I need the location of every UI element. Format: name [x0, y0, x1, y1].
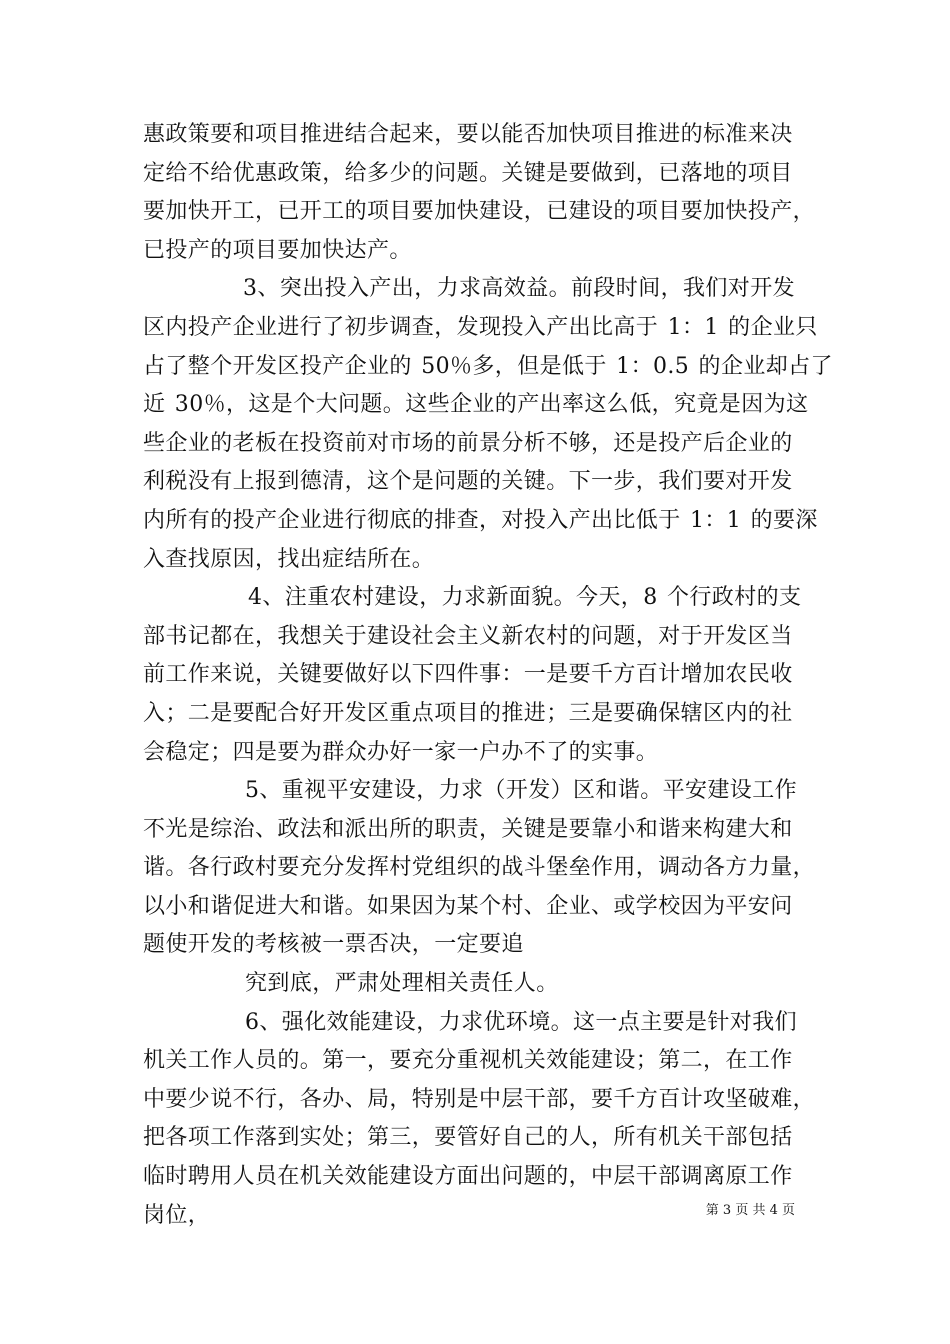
text-line: 把各项工作落到实处；第三，要管好自己的人，所有机关干部包括 — [143, 1125, 793, 1151]
text-line: 近 30％，这是个大问题。这些企业的产出率这么低，究竟是因为这 — [143, 392, 809, 418]
text-line: 占了整个开发区投产企业的 50％多，但是低于 1：0.5 的企业却占了 — [143, 353, 833, 379]
text-line: 定给不给优惠政策，给多少的问题。关键是要做到，已落地的项目 — [143, 160, 793, 186]
text-line: 内所有的投产企业进行彻底的排查，对投入产出比低于 1：1 的要深 — [143, 507, 818, 533]
text-line: 利税没有上报到德清，这个是问题的关键。下一步，我们要对开发 — [143, 469, 793, 495]
text-line: 机关工作人员的。第一，要充分重视机关效能建设；第二，在工作 — [143, 1048, 793, 1074]
paragraph-continuation-line: 究到底，严肃处理相关责任人。 — [245, 971, 559, 997]
text-line: 些企业的老板在投资前对市场的前景分析不够，还是投产后企业的 — [143, 430, 793, 456]
text-line: 题使开发的考核被一票否决，一定要追 — [143, 932, 524, 958]
text-line: 入查找原因，找出症结所在。 — [143, 546, 435, 572]
text-line: 前工作来说，关键要做好以下四件事：一是要千方百计增加农民收 — [143, 662, 793, 688]
paragraph-4-first-line: 4、注重农村建设，力求新面貌。今天，8 个行政村的支 — [248, 585, 802, 611]
body-text — [143, 116, 833, 1235]
text-line: 岗位， — [143, 1202, 211, 1228]
paragraph-5-first-line: 5、重视平安建设，力求（开发）区和谐。平安建设工作 — [245, 778, 797, 804]
text-line: 中要少说不行，各办、局，特别是中层干部，要千方百计攻坚破难， — [143, 1086, 816, 1112]
text-line: 会稳定；四是要为群众办好一家一户办不了的实事。 — [143, 739, 659, 765]
paragraph-3-first-line: 3、突出投入产出，力求高效益。前段时间，我们对开发 — [243, 276, 795, 302]
text-line: 要加快开工，已开工的项目要加快建设，已建设的项目要加快投产， — [143, 199, 816, 225]
text-line: 谐。各行政村要充分发挥村党组织的战斗堡垒作用，调动各方力量， — [143, 855, 816, 881]
text-line: 区内投产企业进行了初步调查，发现投入产出比高于 1：1 的企业只 — [143, 314, 818, 340]
text-line: 以小和谐促进大和谐。如果因为某个村、企业、或学校因为平安问 — [143, 893, 793, 919]
text-line: 部书记都在，我想关于建设社会主义新农村的问题，对于开发区当 — [143, 623, 793, 649]
paragraph-6-first-line: 6、强化效能建设，力求优环境。这一点主要是针对我们 — [245, 1009, 797, 1035]
text-line: 不光是综治、政法和派出所的职责，关键是要靠小和谐来构建大和 — [143, 816, 793, 842]
text-line: 惠政策要和项目推进结合起来，要以能否加快项目推进的标准来决 — [143, 122, 793, 147]
text-line: 已投产的项目要加快达产。 — [143, 237, 412, 263]
text-line: 入；二是要配合好开发区重点项目的推进；三是要确保辖区内的社 — [143, 700, 793, 726]
page-number-footer: 第 3 页 共 4 页 — [705, 1203, 795, 1218]
text-line: 临时聘用人员在机关效能建设方面出问题的，中层干部调离原工作 — [143, 1164, 793, 1190]
